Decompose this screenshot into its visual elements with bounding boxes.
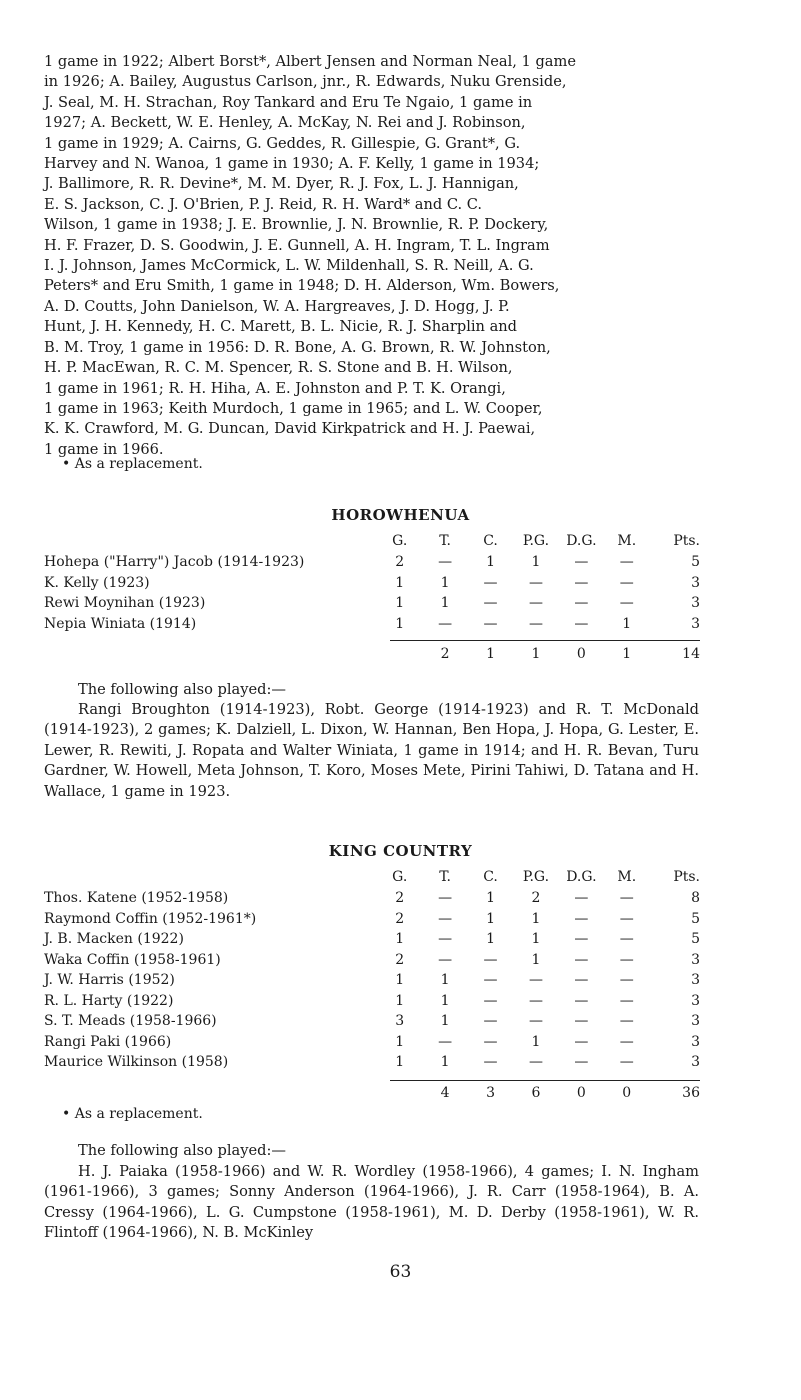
conversions-value: 1 — [486, 910, 495, 927]
marks-value: — — [619, 595, 634, 612]
marks-value: — — [619, 951, 634, 968]
total-marks: 1 — [622, 646, 632, 663]
horowhenua-table — [44, 530, 700, 665]
intro-line: H. F. Frazer, D. S. Goodwin, J. E. Gunnell, A. H. Ingram, T. L. Ingram — [44, 236, 550, 254]
conversions-value: — — [483, 951, 498, 968]
marks-value: — — [619, 890, 634, 907]
penalty-goals-value: 1 — [531, 951, 541, 968]
drop-goals-value: — — [574, 574, 589, 591]
points-value: 3 — [691, 1054, 700, 1071]
points-value: 8 — [691, 890, 700, 907]
conversions-column-header: C. — [483, 533, 498, 549]
penalty-goals-value: 1 — [531, 1033, 541, 1050]
penalty-goals-value: 1 — [531, 910, 541, 927]
intro-line: Hunt, J. H. Kennedy, H. C. Marett, B. L. Nicie, R. J. Sharplin and — [44, 318, 518, 336]
conversions-value: — — [483, 615, 498, 632]
points-value: 3 — [691, 615, 700, 632]
intro-line: 1 game in 1922; Albert Borst*, Albert Jensen and Norman Neal, 1 game — [44, 53, 576, 70]
points-column-header: Pts. — [673, 533, 700, 549]
king-country-player-row — [44, 929, 700, 950]
horowhenua-header-row — [44, 530, 700, 552]
points-value: 3 — [691, 1013, 700, 1030]
total-points: 14 — [682, 646, 700, 663]
intro-line: E. S. Jackson, C. J. O'Brien, P. J. Reid, R. H. Ward* and C. C. — [44, 195, 483, 213]
penalty-goals-value: 1 — [531, 554, 541, 571]
games-value: 1 — [395, 931, 405, 948]
horowhenua-totals-row — [44, 634, 700, 665]
intro-line: 1 game in 1929; A. Cairns, G. Geddes, R. Gillespie, G. Grant*, G. — [44, 134, 521, 152]
tries-value: 1 — [440, 1054, 450, 1071]
games-value: 1 — [395, 574, 405, 591]
player-name: R. L. Harty (1922) — [44, 992, 174, 1009]
tries-value: — — [438, 910, 453, 927]
horowhenua-player-row — [44, 593, 700, 614]
king-country-table — [44, 866, 700, 1103]
player-name: S. T. Meads (1958-1966) — [44, 1013, 217, 1030]
tries-column-header: T. — [439, 869, 451, 885]
name-column-header — [44, 530, 377, 552]
king-country-player-row — [44, 950, 700, 971]
king-country-also-played-heading: The following also played:— — [78, 1142, 286, 1159]
intro-paragraph — [44, 52, 699, 460]
marks-value: 1 — [622, 615, 632, 632]
intro-line: K. K. Crawford, M. G. Duncan, David Kirkpatrick and H. J. Paewai, — [44, 420, 536, 438]
games-value: 2 — [395, 951, 405, 968]
drop-goals-column-header: D.G. — [566, 533, 597, 549]
intro-line: in 1926; A. Bailey, Augustus Carlson, jnr., R. Edwards, Nuku Grenside, — [44, 73, 567, 91]
tries-value: 1 — [440, 992, 450, 1009]
points-value: 3 — [691, 574, 700, 591]
king-country-title: KING COUNTRY — [328, 842, 473, 860]
marks-value: — — [619, 931, 634, 948]
king-country-also-played-text: H. J. Paiaka (1958-1966) and W. R. Wordley (1958-1966), 4 games; I. N. Ingham (1961-1966), 3 games; Sonny Anderson (1964-1966), J. R. Carr (1958-1964), B. A. Cressy (1964-1966), L. G. Cumpstone (1958-1961), M. D. Derby (1958-1961), W. R. Flintoff (1964-1966), N. B. McKinley — [44, 1163, 699, 1242]
king-country-player-row — [44, 909, 700, 930]
conversions-value: — — [483, 972, 498, 989]
drop-goals-value: — — [574, 972, 589, 989]
conversions-value: — — [483, 1054, 498, 1071]
conversions-value: — — [483, 595, 498, 612]
total-marks: 0 — [622, 1084, 632, 1101]
player-name: Nepia Winiata (1914) — [44, 615, 197, 632]
points-value: 3 — [691, 972, 700, 989]
total-drop-goals: 0 — [576, 646, 586, 663]
intro-line: A. D. Coutts, John Danielson, W. A. Hargreaves, J. D. Hogg, J. P. — [44, 297, 510, 315]
drop-goals-value: — — [574, 910, 589, 927]
horowhenua-player-row — [44, 614, 700, 635]
marks-value: — — [619, 910, 634, 927]
total-conversions: 3 — [486, 1084, 495, 1101]
player-name: Waka Coffin (1958-1961) — [44, 951, 221, 968]
penalty-goals-value: — — [528, 574, 543, 591]
conversions-value: — — [483, 1033, 498, 1050]
drop-goals-value: — — [574, 615, 589, 632]
points-value: 5 — [691, 910, 700, 927]
marks-value: — — [619, 554, 634, 571]
player-name: K. Kelly (1923) — [44, 574, 150, 591]
games-value: 1 — [395, 992, 405, 1009]
player-name: Thos. Katene (1952-1958) — [44, 890, 229, 907]
games-column-header: G. — [392, 533, 408, 549]
conversions-value: — — [483, 992, 498, 1009]
tries-value: — — [438, 554, 453, 571]
tries-value: — — [438, 1033, 453, 1050]
conversions-value: 1 — [486, 554, 495, 571]
king-country-total-rule — [390, 1080, 700, 1081]
marks-value: — — [619, 574, 634, 591]
drop-goals-value: — — [574, 890, 589, 907]
games-value: 3 — [395, 1013, 405, 1030]
intro-line: Peters* and Eru Smith, 1 game in 1948; D. H. Alderson, Wm. Bowers, — [44, 277, 560, 295]
drop-goals-value: — — [574, 951, 589, 968]
conversions-value: — — [483, 1013, 498, 1030]
drop-goals-value: — — [574, 1013, 589, 1030]
penalty-goals-value: — — [528, 615, 543, 632]
total-points: 36 — [682, 1084, 700, 1101]
points-column-header: Pts. — [673, 869, 700, 885]
games-value: 2 — [395, 554, 405, 571]
marks-value: — — [619, 972, 634, 989]
intro-replacement-note: • As a replacement. — [62, 456, 203, 472]
total-drop-goals: 0 — [576, 1084, 586, 1101]
player-name: J. B. Macken (1922) — [44, 931, 184, 948]
king-country-player-row — [44, 888, 700, 909]
king-country-player-row — [44, 1011, 700, 1032]
player-name: Raymond Coffin (1952-1961*) — [44, 910, 257, 927]
games-value: 2 — [395, 910, 405, 927]
marks-value: — — [619, 1033, 634, 1050]
penalty-goals-column-header: P.G. — [522, 533, 550, 549]
points-value: 3 — [691, 951, 700, 968]
intro-line: B. M. Troy, 1 game in 1956: D. R. Bone, A. G. Brown, R. W. Johnston, — [44, 338, 551, 356]
tries-value: 1 — [440, 1013, 450, 1030]
tries-value: 1 — [440, 595, 450, 612]
conversions-column-header: C. — [483, 869, 498, 885]
total-penalty-goals: 1 — [531, 646, 541, 663]
player-name: Hohepa ("Harry") Jacob (1914-1923) — [44, 554, 305, 571]
king-country-player-row — [44, 991, 700, 1012]
king-country-player-row — [44, 970, 700, 991]
marks-column-header: M. — [617, 869, 637, 885]
player-name: J. W. Harris (1952) — [44, 972, 175, 989]
games-value: 1 — [395, 1033, 405, 1050]
intro-line: 1 game in 1966. — [44, 440, 164, 458]
games-value: 1 — [395, 595, 405, 612]
conversions-value: — — [483, 574, 498, 591]
tries-value: 1 — [440, 972, 450, 989]
penalty-goals-column-header: P.G. — [522, 869, 550, 885]
games-value: 2 — [395, 890, 405, 907]
horowhenua-also-played-heading: The following also played:— — [78, 681, 286, 698]
marks-value: — — [619, 1054, 634, 1071]
penalty-goals-value: — — [528, 595, 543, 612]
king-country-player-row — [44, 1032, 700, 1053]
player-name: Maurice Wilkinson (1958) — [44, 1054, 229, 1071]
drop-goals-value: — — [574, 1054, 589, 1071]
horowhenua-player-row — [44, 573, 700, 594]
tries-column-header: T. — [439, 533, 451, 549]
tries-value: — — [438, 951, 453, 968]
intro-line: 1 game in 1961; R. H. Hiha, A. E. Johnston and P. T. K. Orangi, — [44, 379, 506, 397]
points-value: 5 — [691, 931, 700, 948]
games-value: 1 — [395, 1054, 405, 1071]
drop-goals-value: — — [574, 595, 589, 612]
penalty-goals-value: 2 — [531, 890, 541, 907]
tries-value: — — [438, 890, 453, 907]
king-country-totals-row — [44, 1073, 700, 1104]
points-value: 3 — [691, 1033, 700, 1050]
points-value: 3 — [691, 595, 700, 612]
king-country-header-row — [44, 866, 700, 888]
intro-line: J. Seal, M. H. Strachan, Roy Tankard and Eru Te Ngaio, 1 game in — [44, 93, 533, 111]
conversions-value: 1 — [486, 931, 495, 948]
drop-goals-value: — — [574, 1033, 589, 1050]
marks-value: — — [619, 1013, 634, 1030]
horowhenua-title: HOROWHENUA — [331, 506, 470, 524]
tries-value: — — [438, 931, 453, 948]
horowhenua-total-rule — [390, 640, 700, 641]
page-number: 63 — [389, 1262, 412, 1282]
penalty-goals-value: — — [528, 1013, 543, 1030]
intro-line: Harvey and N. Wanoa, 1 game in 1930; A. F. Kelly, 1 game in 1934; — [44, 155, 540, 173]
tries-value: 1 — [440, 574, 450, 591]
penalty-goals-value: — — [528, 1054, 543, 1071]
intro-line: J. Ballimore, R. R. Devine*, M. M. Dyer, R. J. Fox, L. J. Hannigan, — [44, 175, 519, 193]
drop-goals-column-header: D.G. — [566, 869, 597, 885]
points-value: 5 — [691, 554, 700, 571]
horowhenua-player-row — [44, 552, 700, 573]
name-column-header — [44, 866, 377, 888]
king-country-player-row — [44, 1052, 700, 1073]
drop-goals-value: — — [574, 992, 589, 1009]
drop-goals-value: — — [574, 554, 589, 571]
marks-column-header: M. — [617, 533, 637, 549]
total-conversions: 1 — [486, 646, 495, 663]
player-name: Rangi Paki (1966) — [44, 1033, 172, 1050]
tries-value: — — [438, 615, 453, 632]
intro-line: H. P. MacEwan, R. C. M. Spencer, R. S. Stone and B. H. Wilson, — [44, 359, 513, 377]
total-penalty-goals: 6 — [531, 1084, 541, 1101]
penalty-goals-value: — — [528, 992, 543, 1009]
king-country-replacement-note: • As a replacement. — [62, 1106, 203, 1122]
games-value: 1 — [395, 972, 405, 989]
player-name: Rewi Moynihan (1923) — [44, 595, 206, 612]
total-tries: 2 — [440, 646, 450, 663]
drop-goals-value: — — [574, 931, 589, 948]
intro-line: Wilson, 1 game in 1938; J. E. Brownlie, J. N. Brownlie, R. P. Dockery, — [44, 216, 549, 234]
total-tries: 4 — [440, 1084, 450, 1101]
intro-line: 1 game in 1963; Keith Murdoch, 1 game in 1965; and L. W. Cooper, — [44, 399, 543, 417]
points-value: 3 — [691, 992, 700, 1009]
conversions-value: 1 — [486, 890, 495, 907]
intro-line: I. J. Johnson, James McCormick, L. W. Mildenhall, S. R. Neill, A. G. — [44, 257, 534, 275]
penalty-goals-value: 1 — [531, 931, 541, 948]
penalty-goals-value: — — [528, 972, 543, 989]
marks-value: — — [619, 992, 634, 1009]
games-value: 1 — [395, 615, 405, 632]
games-column-header: G. — [392, 869, 408, 885]
horowhenua-also-played-text: Rangi Broughton (1914-1923), Robt. George (1914-1923) and R. T. McDonald (1914-1923), 2 games; K. Dalziell, L. Dixon, W. Hannan, Ben Hopa, J. Hopa, G. Lester, E. Lewer, R. Rewiti, J. Ropata and Walter Winiata, 1 game in 1914; and H. R. Bevan, Turu Gardner, W. Howell, Meta Johnson, T. Koro, Moses Mete, Pirini Tahiwi, D. Tatana and H. Wallace, 1 game in 1923. — [44, 701, 699, 800]
intro-line: 1927; A. Beckett, W. E. Henley, A. McKay, N. Rei and J. Robinson, — [44, 114, 526, 132]
